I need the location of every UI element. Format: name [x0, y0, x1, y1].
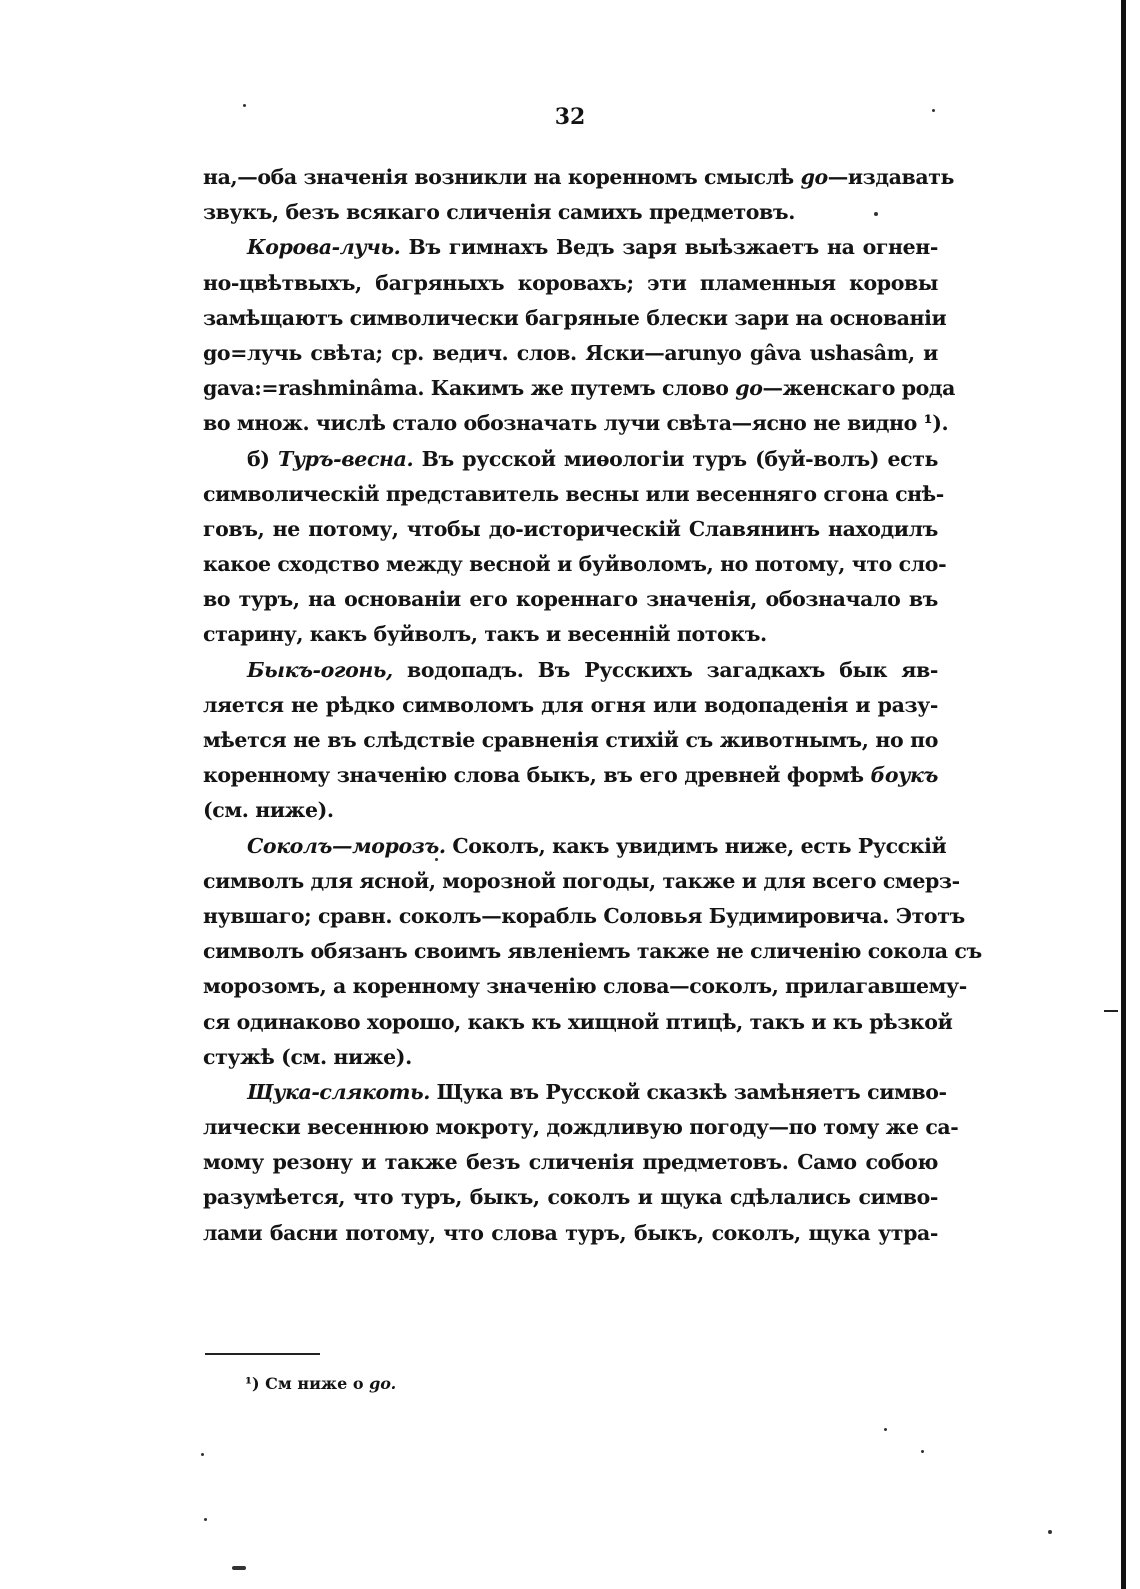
footnote-text: См ниже о	[259, 1374, 370, 1393]
scan-speck	[932, 109, 935, 112]
text-line	[203, 336, 938, 371]
text-run: символическій представитель весны или весенняго сгона снѣ-	[203, 481, 944, 506]
text-run: ся одинаково хорошо, какъ къ хищной птицѣ, такъ и къ рѣзкой	[203, 1009, 953, 1034]
text-line	[203, 547, 947, 582]
body-text	[203, 160, 982, 1251]
text-run: лами басни потому, что слова туръ, быкъ, соколъ, щука утра-	[203, 1220, 938, 1245]
text-line	[203, 1216, 938, 1251]
scan-speck	[204, 1518, 207, 1521]
text-line	[203, 688, 938, 723]
text-line	[203, 1145, 938, 1180]
text-run: во множ. числѣ стало обозначать лучи свѣта—ясно не видно ¹).	[203, 411, 949, 436]
text-run: мѣется не въ слѣдствіе сравненія стихій съ животнымъ, но по	[203, 728, 938, 752]
text-line	[203, 1005, 953, 1040]
text-run: ляется не рѣдко символомъ для огня или водопаденія и разу-	[203, 692, 938, 717]
text-line	[203, 793, 938, 828]
text-run: Въ русской миѳологіи туръ (буй-волъ) есть	[413, 446, 939, 471]
text-line	[203, 653, 938, 688]
text-run: коренному значенію слова быкъ, въ его древней формѣ	[203, 763, 871, 788]
text-run: лически весеннюю мокроту, дождливую погоду—по тому же са-	[203, 1115, 959, 1140]
italic-term: go	[735, 376, 763, 401]
margin-mark	[1104, 1010, 1118, 1012]
page-number: 32	[554, 104, 586, 130]
text-run: разумѣется, что туръ, быкъ, соколъ и щука сдѣлались симво-	[203, 1185, 938, 1210]
text-run: мому резону и также безъ сличенія предметовъ. Само собою	[203, 1150, 938, 1175]
text-run: но-цвѣтвыхъ, багряныхъ коровахъ; эти пламенныя коровы	[203, 270, 938, 295]
text-line	[203, 1040, 938, 1075]
text-line	[203, 1180, 938, 1215]
text-line	[203, 829, 947, 864]
italic-term: Щука-слякоть.	[247, 1079, 430, 1104]
italic-term: Туръ-весна.	[277, 446, 414, 471]
italic-term: боукъ	[870, 763, 938, 788]
scan-speck	[232, 1566, 246, 1570]
text-line	[203, 899, 965, 934]
text-run: звукъ, безъ всякаго сличенія самихъ предметовъ.	[203, 200, 795, 225]
text-line	[203, 758, 938, 793]
scan-speck	[884, 1428, 887, 1431]
scan-speck	[435, 858, 438, 861]
text-line	[203, 512, 938, 547]
text-line	[203, 160, 955, 195]
text-line	[203, 582, 938, 617]
italic-term: go	[800, 165, 828, 189]
text-line	[203, 723, 938, 758]
text-run: стужѣ (см. ниже).	[203, 1044, 412, 1069]
text-run: Щука въ Русской сказкѣ замѣняетъ симво-	[429, 1079, 947, 1104]
text-run: какое сходство между весной и буйволомъ, но потому, что сло-	[203, 552, 947, 577]
text-line	[203, 442, 938, 477]
footnote-divider	[205, 1353, 320, 1355]
italic-term: Соколъ—морозъ.	[247, 833, 446, 858]
footnote-marker: ¹)	[245, 1374, 260, 1393]
text-run: символъ для ясной, морозной погоды, также и для всего смерз-	[203, 868, 960, 893]
text-run: Соколъ, какъ увидимъ ниже, есть Русскій	[445, 833, 947, 858]
text-run: gava:=rashminâma. Какимъ же путемъ слово	[203, 376, 736, 401]
text-line	[203, 864, 960, 899]
text-line	[203, 406, 949, 441]
text-run: символъ обязанъ своимъ явленіемъ также не сличенію сокола съ	[203, 939, 982, 964]
text-run: Въ гимнахъ Ведъ заря выѣзжаетъ на огнен-	[400, 235, 938, 260]
text-run: go=лучь свѣта; ср. ведич. слов. Яски—arunyo gâva ushasâm, и	[203, 340, 938, 365]
scan-speck	[874, 212, 878, 216]
footnote	[245, 1374, 396, 1393]
text-run: во туръ, на основаніи его кореннаго значенія, обозначало въ	[203, 587, 938, 612]
text-run: старину, какъ буйволъ, такъ и весенній потокъ.	[203, 622, 767, 647]
text-line	[203, 969, 967, 1004]
footnote-italic: go.	[369, 1374, 397, 1393]
text-line	[203, 266, 938, 301]
text-line	[203, 230, 938, 265]
text-line	[203, 1075, 947, 1110]
italic-term: Корова-лучь.	[247, 235, 401, 260]
scan-speck	[1048, 1530, 1052, 1534]
text-run: водопадъ. Въ Русскихъ загадкахъ бык яв-	[392, 657, 938, 682]
text-run: морозомъ, а коренному значенію слова—соколъ, прилагавшему-	[203, 974, 967, 999]
text-run: на,—оба значенія возникли на коренномъ смыслѣ	[203, 165, 801, 189]
italic-term: Быкъ-огонь,	[247, 657, 393, 682]
text-run: нувшаго; сравн. соколъ—корабль Соловья Будимировича. Этотъ	[203, 903, 965, 928]
text-line	[203, 477, 944, 512]
text-run: —женскаго рода	[762, 376, 956, 401]
text-line	[203, 617, 938, 652]
scan-speck	[243, 104, 246, 107]
page-edge-shadow	[1121, 0, 1126, 1589]
text-line	[203, 371, 956, 406]
text-run: говъ, не потому, чтобы до-историческій Славянинъ находилъ	[203, 516, 938, 541]
scan-speck	[921, 1450, 924, 1453]
scan-speck	[201, 1453, 204, 1456]
text-line	[203, 195, 938, 230]
text-run: —издавать	[827, 165, 955, 189]
text-run: б)	[247, 446, 278, 471]
text-line	[203, 934, 982, 969]
text-line	[203, 1110, 959, 1145]
text-run: замѣщаютъ символически багряные блески зари на основаніи	[203, 305, 947, 330]
text-line	[203, 301, 947, 336]
text-run: (см. ниже).	[203, 798, 334, 823]
